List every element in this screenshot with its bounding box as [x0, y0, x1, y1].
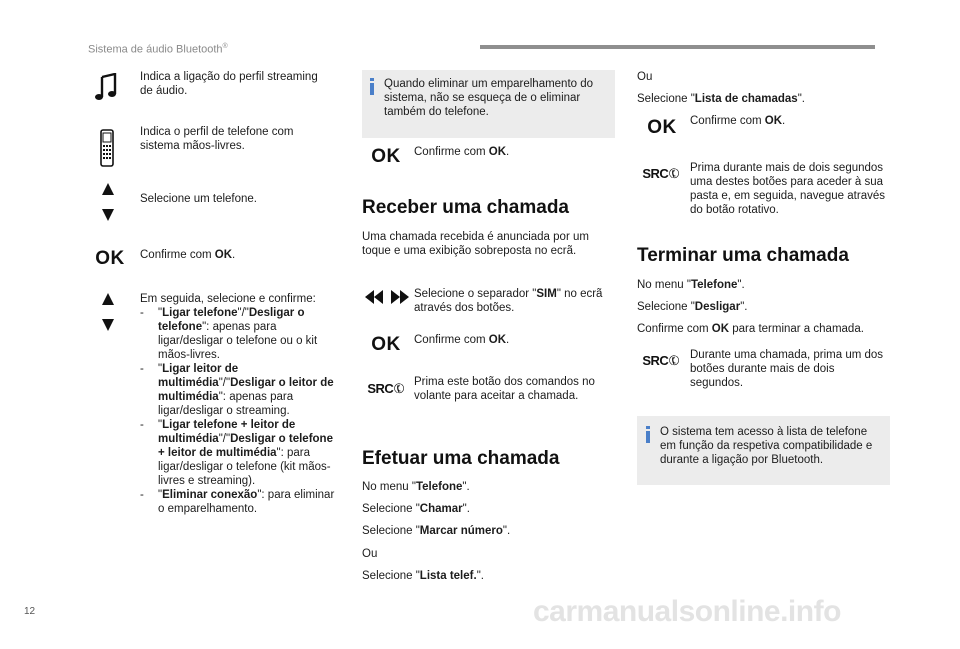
mobile-phone-icon: [98, 128, 116, 168]
confirm-ok-text: Confirme com OK.: [690, 115, 786, 127]
select-tab-text: Selecione o separador "SIM" no ecrã através dos botões.: [414, 288, 603, 314]
page-number: 12: [24, 606, 36, 617]
options-list: [140, 306, 335, 516]
confirm-end-call-text: Confirme com OK para terminar a chamada.: [637, 323, 864, 335]
info-icon: [646, 431, 650, 443]
confirm-ok-text: Confirme com OK.: [414, 146, 510, 158]
section-title-make-call: Efetuar uma chamada: [362, 448, 560, 469]
then-select-text: Em seguida, selecione e confirme:: [140, 293, 316, 305]
info-box-delete-pairing: [362, 70, 615, 138]
src-phone-button-icon: SRC ✆: [367, 379, 408, 398]
header-bar: [480, 45, 875, 49]
ok-icon: OK: [371, 146, 401, 167]
confirm-ok-text: Confirme com OK.: [140, 249, 236, 261]
section-title-receive-call: Receber uma chamada: [362, 197, 569, 218]
during-call-text: Durante uma chamada, prima um dos botões durante mais de dois segundos.: [690, 349, 884, 389]
up-down-arrows-icon: [100, 290, 116, 334]
select-phone-text: Selecione um telefone.: [140, 193, 257, 205]
list-item: - "Eliminar conexão": para eliminar o emparelhamento.: [140, 489, 335, 515]
list-item: - "Ligar telefone"/"Desligar o telefone": apenas para ligar/desligar o telefone ou o kit mãos-livres.: [140, 307, 318, 361]
phone-profile-text: Indica o perfil de telefone com sistema mãos-livres.: [140, 126, 294, 152]
press-src-text: Prima este botão dos comandos no volante para aceitar a chamada.: [414, 376, 595, 402]
src-phone-button-icon: SRC ✆: [642, 351, 683, 370]
src-phone-button-icon: SRC ✆: [642, 164, 683, 183]
info-text: O sistema tem acesso à lista de telefone em função da respetiva compatibilidade e durante a ligação por Bluetooth.: [660, 426, 873, 466]
music-note-icon: [93, 72, 119, 102]
info-icon: [370, 83, 374, 95]
receive-intro-text: Uma chamada recebida é anunciada por um toque e uma exibição sobreposta no ecrã.: [362, 231, 589, 257]
ok-icon: OK: [95, 248, 125, 269]
menu-telefone-text: No menu "Telefone".: [362, 481, 470, 493]
confirm-ok-text: Confirme com OK.: [414, 334, 510, 346]
up-down-arrows-icon: [100, 180, 116, 224]
seek-arrows-icon: [364, 288, 410, 306]
info-text: Quando eliminar um emparelhamento do sistema, não se esqueça de o eliminar também do telefone.: [384, 78, 594, 118]
select-marcar-text: Selecione "Marcar número".: [362, 525, 511, 537]
list-item: - "Ligar leitor de multimédia"/"Desligar o leitor de multimédia": apenas para ligar/desligar o streaming.: [140, 363, 334, 417]
select-chamar-text: Selecione "Chamar".: [362, 503, 470, 515]
or-text: Ou: [362, 548, 378, 560]
ok-icon: OK: [647, 117, 677, 138]
ok-icon: OK: [371, 334, 401, 355]
audio-profile-text: Indica a ligação do perfil streaming de áudio.: [140, 71, 318, 97]
or-text: Ou: [637, 71, 653, 83]
section-title-end-call: Terminar uma chamada: [637, 245, 849, 266]
list-item: - "Ligar telefone + leitor de multimédia"/"Desligar o telefone + leitor de multimédia": para ligar/desligar o telefone (kit mãos-livres e streaming).: [140, 419, 333, 487]
select-desligar-text: Selecione "Desligar".: [637, 301, 748, 313]
menu-telefone-text: No menu "Telefone".: [637, 279, 745, 291]
select-lista-chamadas-text: Selecione "Lista de chamadas".: [637, 93, 805, 105]
info-box-phonebook: [637, 416, 890, 485]
watermark: carmanualsonline.info: [533, 595, 841, 628]
header-title: Sistema de áudio Bluetooth®: [88, 43, 228, 56]
press-two-seconds-text: Prima durante mais de dois segundos uma destes botões para aceder à sua pasta e, em seguida, navegue através do botão rotativo.: [690, 162, 885, 216]
select-lista-telef-text: Selecione "Lista telef.".: [362, 570, 484, 582]
